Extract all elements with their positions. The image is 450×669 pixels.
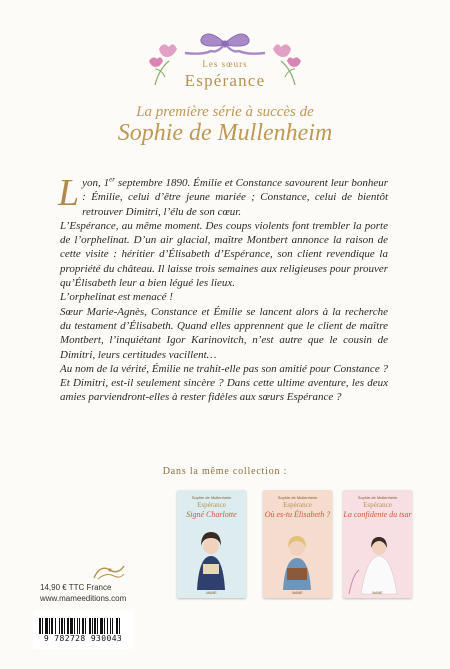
- series-logo: [145, 25, 305, 95]
- synopsis-text: septembre 1890. Émilie et Constance savourent leur bonheur : Émilie, celui d’être jeune mariée ; Constance, celui de bientôt retrouver Dimitri, l’élu de son cœur.: [82, 177, 388, 218]
- book-series: Espérance: [283, 501, 312, 509]
- book-publisher: MAME: [292, 591, 303, 595]
- drop-cap: L: [58, 172, 80, 214]
- synopsis: [58, 172, 388, 405]
- synopsis-paragraph: L’orphelinat est menacé !: [60, 291, 173, 304]
- collection-heading: Dans la même collection :: [162, 466, 288, 477]
- book-title: Signé Charlotte: [186, 510, 237, 519]
- book-series: Espérance: [197, 501, 226, 509]
- book-author: Sophie de Mullenheim: [191, 495, 232, 500]
- synopsis-text: yon, 1: [82, 177, 110, 189]
- book-title: La confidente du tsar: [343, 510, 412, 519]
- synopsis-paragraph: [58, 172, 388, 219]
- series-tagline: La première série à succès de: [136, 104, 314, 120]
- book-cover-signe-charlotte[interactable]: [177, 490, 246, 598]
- book-author: Sophie de Mullenheim: [357, 495, 398, 500]
- author-name: Sophie de Mullenheim: [117, 120, 333, 146]
- book-publisher: MAME: [372, 591, 383, 595]
- publisher-ornament-icon: [92, 562, 126, 582]
- synopsis-paragraph: Sœur Marie-Agnès, Constance et Émilie se lancent alors à la recherche du testament d’Élisabeth. Quand elles apprennent que le client de maître Montbert, l’inquiétant Igor Karinovitch, n’est autre que le cousin de Dimitri, leurs certitudes vacillent…: [60, 305, 388, 361]
- barcode-number: 9 782728 930043: [33, 634, 133, 643]
- book-title: Où es-tu Élisabeth ?: [264, 510, 331, 519]
- ordinal-superscript: er: [109, 175, 115, 184]
- barcode-icon: [33, 611, 133, 649]
- book-publisher: MAME: [206, 591, 217, 595]
- book-cover-la-confidente-du-tsar[interactable]: [343, 490, 412, 598]
- synopsis-paragraph: Au nom de la vérité, Émilie ne trahit-elle pas son amitié pour Constance ? Et Dimitri, est-il seulement sincère ? Dans cette ultime aventure, les deux amies parviendront-elles à rester fidèles aux sœurs Espérance ?: [60, 362, 388, 404]
- logo-title: Espérance: [184, 71, 266, 90]
- synopsis-paragraph: L’Espérance, au même moment. Des coups violents font trembler la porte de l’orphelinat. D’un air glacial, maître Montbert annonce la raison de cette visite : héritier d’Élisabeth d’Espérance, son client revendique la propriété du château. Il laisse trois semaines aux religieuses pour prouver qu’Élisabeth leur a bien légué les lieux.: [60, 219, 388, 290]
- book-series: Espérance: [363, 501, 392, 509]
- book-author: Sophie de Mullenheim: [277, 495, 318, 500]
- logo-subtitle: Les sœurs: [202, 59, 248, 69]
- publisher-website: www.mameeditions.com: [40, 594, 127, 603]
- book-cover-ou-es-tu-elisabeth[interactable]: [263, 490, 332, 598]
- price-label: 14,90 € TTC France: [40, 583, 112, 592]
